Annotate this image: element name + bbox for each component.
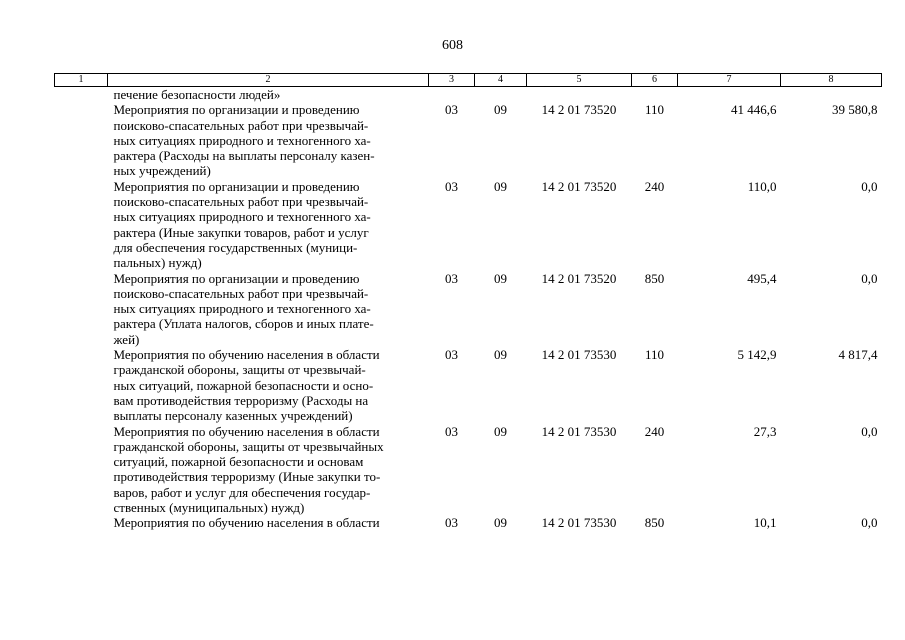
target-article-code: 14 2 01 73530	[541, 515, 617, 531]
section-code: 03	[445, 423, 458, 439]
expense-name	[108, 424, 429, 516]
text-line: ных учреждений)	[113, 163, 211, 179]
text-line: Мероприятия по организации и проведению	[113, 102, 360, 118]
column-header-5: 5	[527, 74, 632, 87]
target-article-code: 14 2 01 73530	[541, 423, 617, 439]
text-line: вам противодействия терроризму (Расходы на	[113, 392, 369, 408]
text-line: варов, работ и услуг для обеспечения государ-	[113, 484, 371, 500]
section-code: 03	[445, 102, 458, 118]
subsection-code: 09	[494, 178, 507, 194]
target-article-code: 14 2 01 73520	[541, 102, 617, 118]
budget-table	[54, 73, 882, 531]
amount-col7: 5 142,9	[737, 347, 777, 363]
target-article-code: 14 2 01 73530	[541, 347, 617, 363]
subsection-code: 09	[494, 270, 507, 286]
text-line: поисково-спасательных работ при чрезвычай-	[113, 285, 369, 301]
table-row	[55, 424, 882, 516]
text-line: рактера (Иные закупки товаров, работ и услуг	[113, 224, 369, 240]
text-line: выплаты персоналу казенных учреждений)	[113, 408, 353, 424]
expense-name	[108, 515, 429, 530]
section-code: 03	[445, 347, 458, 363]
text-line: печение безопасности людей»	[113, 87, 281, 102]
amount-col7: 27,3	[753, 423, 777, 439]
expense-type-code: 850	[644, 270, 665, 286]
table-row	[55, 515, 882, 530]
amount-col8: 4 817,4	[838, 347, 878, 363]
text-line: Мероприятия по обучению населения в области	[113, 515, 380, 531]
amount-col7: 41 446,6	[731, 102, 777, 118]
target-article-code: 14 2 01 73520	[541, 270, 617, 286]
text-line: поисково-спасательных работ при чрезвычай-	[113, 117, 369, 133]
amount-col8: 39 580,8	[832, 102, 878, 118]
text-line: для обеспечения государственных (муници-	[113, 239, 358, 255]
amount-col8: 0,0	[861, 178, 878, 194]
table-row	[55, 271, 882, 347]
table-row	[55, 179, 882, 271]
amount-col7: 10,1	[753, 515, 777, 531]
subsection-code: 09	[494, 102, 507, 118]
table-row	[55, 102, 882, 178]
text-line: ных ситуациях природного и техногенного ха-	[113, 209, 371, 225]
text-line: пальных) нужд)	[113, 255, 202, 271]
amount-col8: 0,0	[861, 423, 878, 439]
target-article-code: 14 2 01 73520	[541, 178, 617, 194]
subsection-code: 09	[494, 347, 507, 363]
expense-name	[108, 179, 429, 271]
section-code: 03	[445, 178, 458, 194]
text-line: противодействия терроризму (Иные закупки то-	[113, 469, 381, 485]
text-line: ных ситуациях природного и техногенного ха-	[113, 132, 371, 148]
expense-type-code: 240	[644, 178, 665, 194]
column-header-1: 1	[55, 74, 108, 87]
column-header-6: 6	[632, 74, 678, 87]
column-header-7: 7	[678, 74, 781, 87]
section-code: 03	[445, 270, 458, 286]
text-line: жей)	[113, 331, 140, 347]
continuation-row	[55, 87, 882, 103]
text-line: ных ситуаций, пожарной безопасности и осно-	[113, 377, 374, 393]
expense-name	[108, 271, 429, 347]
table-row	[55, 347, 882, 423]
continuation-text	[108, 87, 429, 103]
table-header-row	[55, 74, 882, 87]
expense-type-code: 240	[644, 423, 665, 439]
text-line: Мероприятия по обучению населения в области	[113, 423, 380, 439]
column-header-3: 3	[429, 74, 475, 87]
expense-name	[108, 347, 429, 423]
amount-col7: 495,4	[747, 270, 777, 286]
text-line: ственных (муниципальных) нужд)	[113, 500, 305, 516]
text-line: поисково-спасательных работ при чрезвычай-	[113, 194, 369, 210]
expense-type-code: 850	[644, 515, 665, 531]
page-number: 608	[442, 38, 463, 53]
section-code: 03	[445, 515, 458, 531]
text-line: Мероприятия по организации и проведению	[113, 270, 360, 286]
subsection-code: 09	[494, 423, 507, 439]
text-line: Мероприятия по организации и проведению	[113, 178, 360, 194]
expense-name	[108, 102, 429, 178]
column-header-2: 2	[108, 74, 429, 87]
text-line: ных ситуациях природного и техногенного ха-	[113, 301, 371, 317]
text-line: гражданской обороны, защиты от чрезвычайных	[113, 438, 384, 454]
text-line: ситуаций, пожарной безопасности и основам	[113, 454, 364, 470]
amount-col7: 110,0	[747, 178, 777, 194]
text-line: рактера (Уплата налогов, сборов и иных плате-	[113, 316, 374, 332]
amount-col8: 0,0	[861, 270, 878, 286]
text-line: гражданской обороны, защиты от чрезвычай-	[113, 362, 366, 378]
text-line: рактера (Расходы на выплаты персоналу казен-	[113, 148, 375, 164]
expense-type-code: 110	[644, 102, 665, 118]
subsection-code: 09	[494, 515, 507, 531]
amount-col8: 0,0	[861, 515, 878, 531]
column-header-4: 4	[475, 74, 527, 87]
column-header-8: 8	[781, 74, 882, 87]
expense-type-code: 110	[644, 347, 665, 363]
text-line: Мероприятия по обучению населения в области	[113, 347, 380, 363]
